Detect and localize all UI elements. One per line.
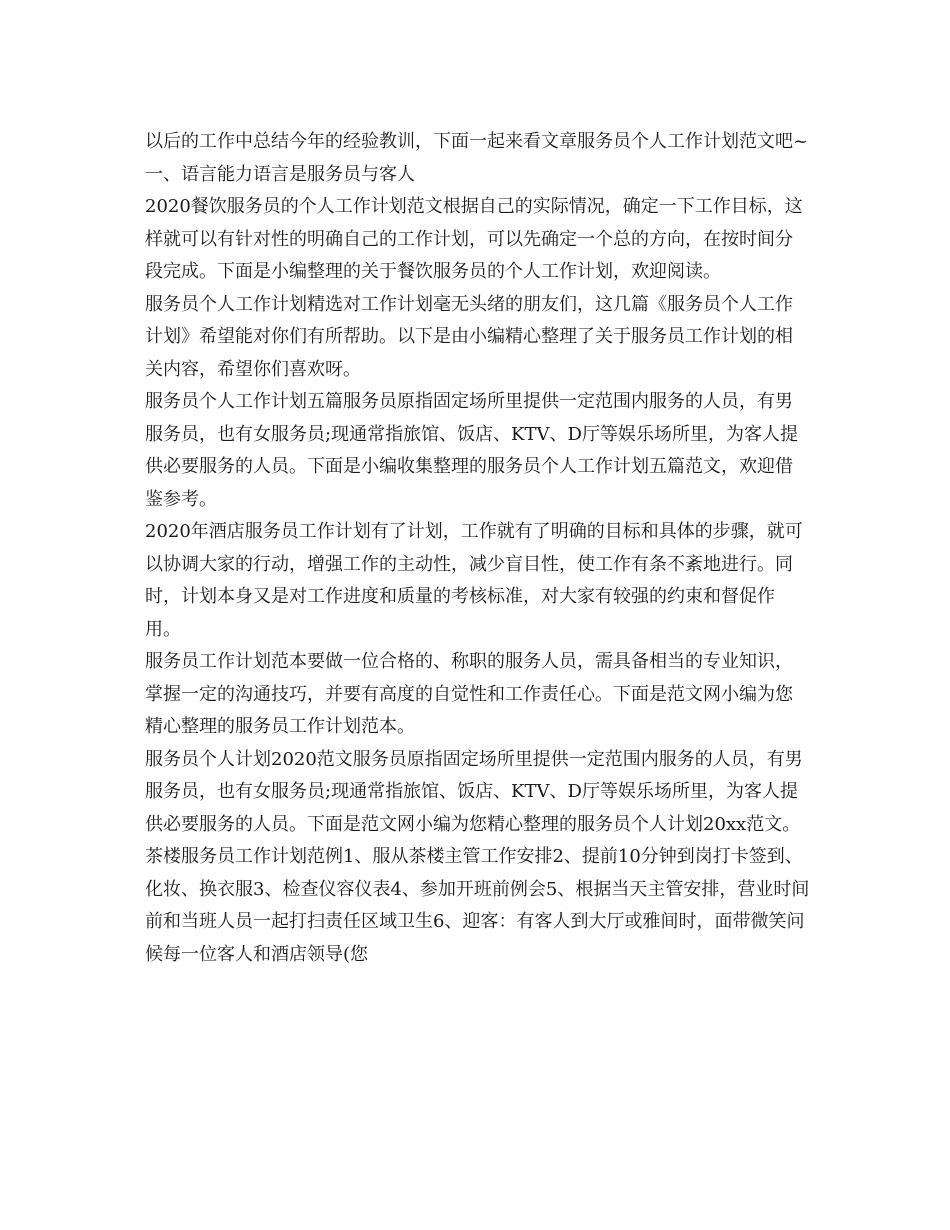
paragraph-personal-plan-2020: 服务员个人计划2020范文服务员原指固定场所里提供一定范围内服务的人员，有男服务员，也有女服务员;现通常指旅馆、饭店、KTV、D厅等娱乐场所里，为客人提供必要服务的人员。下面是范文网小编为您精心整理的服务员个人计划20xx范文。 — [145, 748, 803, 835]
document-body — [145, 126, 810, 971]
paragraph-five-plans: 服务员个人工作计划五篇服务员原指固定场所里提供一定范围内服务的人员，有男服务员，也有女服务员;现通常指旅馆、饭店、KTV、D厅等娱乐场所里，为客人提供必要服务的人员。下面是小编收集整理的服务员个人工作计划五篇范文，欢迎借鉴参考。 — [145, 391, 798, 510]
paragraph-plan-template: 服务员工作计划范本要做一位合格的、称职的服务人员，需具备相当的专业知识，掌握一定的沟通技巧，并要有高度的自觉性和工作责任心。下面是范文网小编为您精心整理的服务员工作计划范本。 — [145, 651, 793, 737]
paragraph-catering-plan: 2020餐饮服务员的个人工作计划范文根据自己的实际情况，确定一下工作目标，这样就可以有针对性的明确自己的工作计划，可以先确定一个总的方向，在按时间分段完成。下面是小编整理的关于餐饮服务员的个人工作计划，欢迎阅读。 — [145, 196, 803, 282]
paragraph-intro: 以后的工作中总结今年的经验教训，下面一起来看文章服务员个人工作计划范文吧~一、语言能力语言是服务员与客人 — [145, 131, 809, 185]
paragraph-selected-plans: 服务员个人工作计划精选对工作计划毫无头绪的朋友们，这几篇《服务员个人工作计划》希望能对你们有所帮助。以下是由小编精心整理了关于服务员工作计划的相关内容，希望你们喜欢呀。 — [145, 293, 793, 380]
paragraph-hotel-plan: 2020年酒店服务员工作计划有了计划，工作就有了明确的目标和具体的步骤，就可以协调大家的行动，增强工作的主动性，减少盲目性，使工作有条不紊地进行。同时，计划本身又是对工作进度和质量的考核标准，对大家有较强的约束和督促作用。 — [145, 521, 803, 640]
paragraph-teahouse-plan: 茶楼服务员工作计划范例1、服从茶楼主管工作安排2、提前10分钟到岗打卡签到、化妆、换衣服3、检查仪容仪表4、参加开班前例会5、根据当天主管安排，营业时间前和当班人员一起打扫责任区域卫生6、迎客：有客人到大厅或雅间时，面带微笑问候每一位客人和酒店领导(您 — [145, 846, 810, 965]
